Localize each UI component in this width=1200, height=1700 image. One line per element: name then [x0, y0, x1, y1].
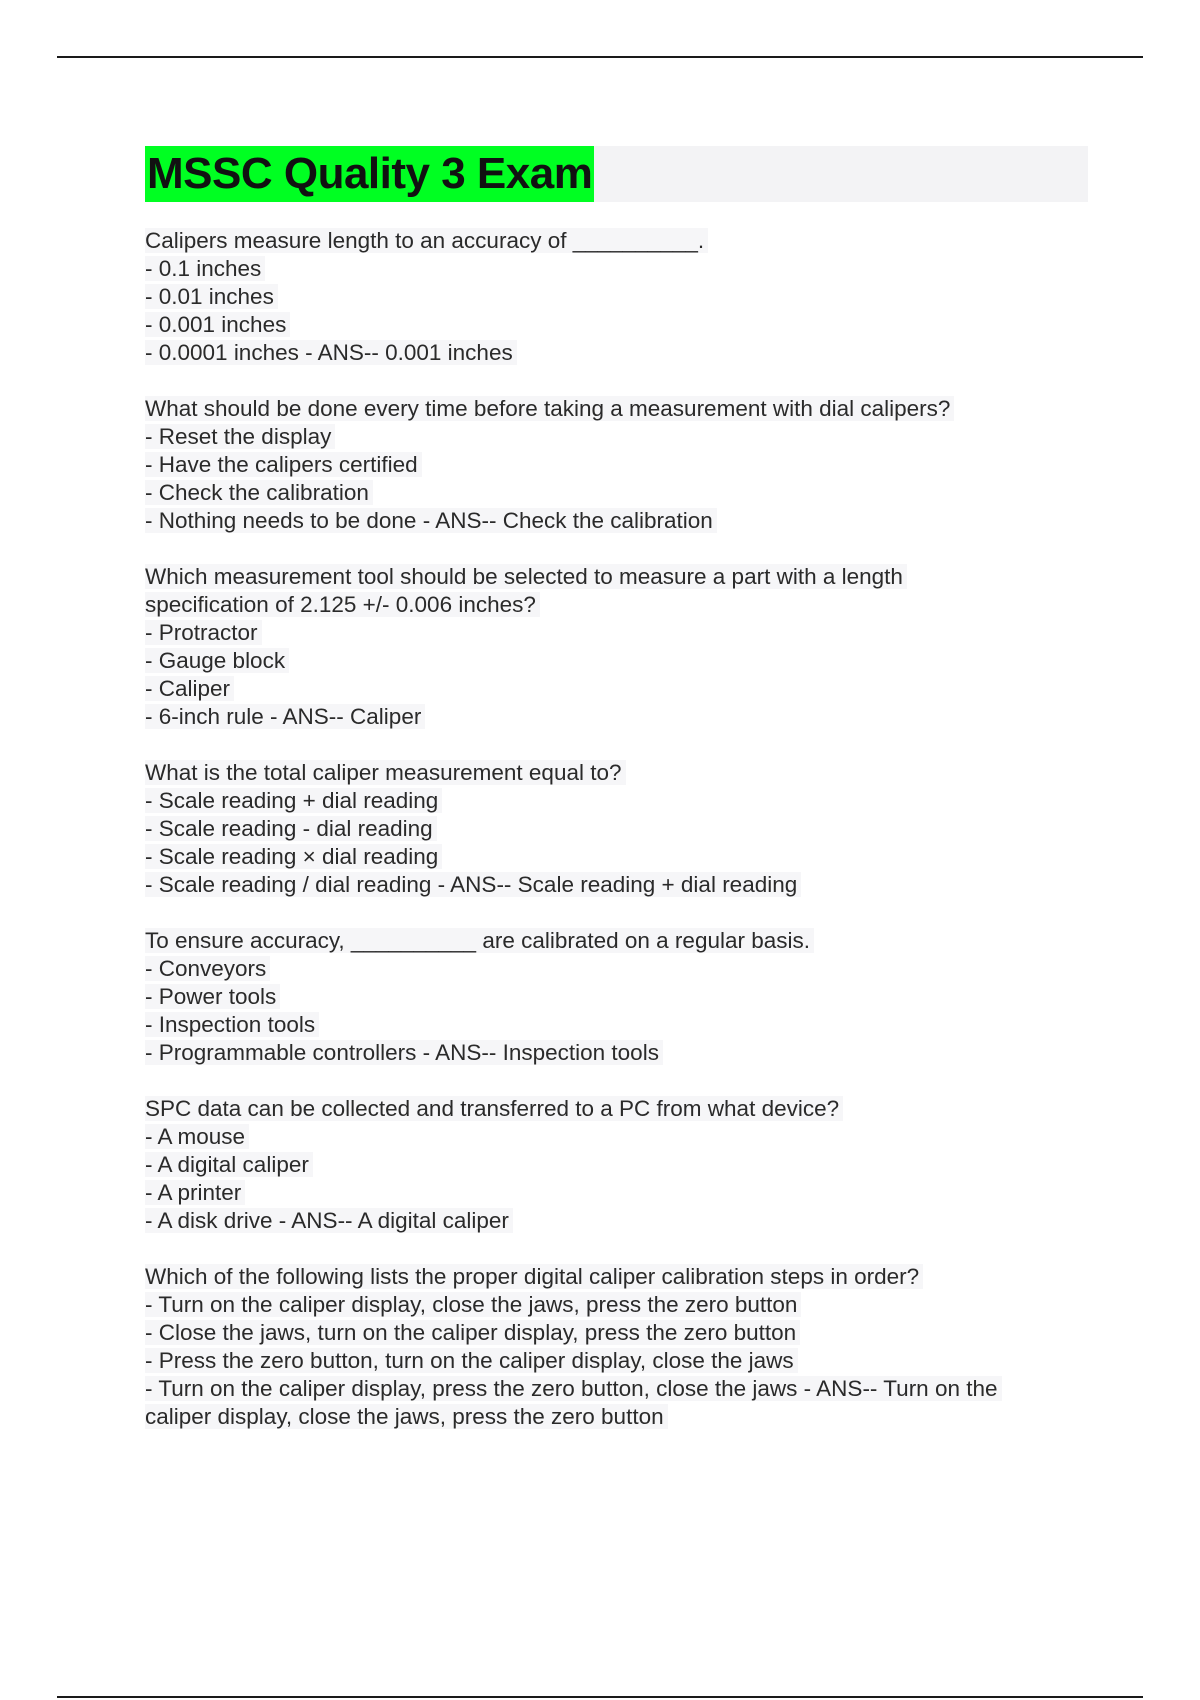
answer-option: - Press the zero button, turn on the caliper display, close the jaws: [145, 1347, 1105, 1375]
answer-option: - Inspection tools: [145, 1011, 1105, 1039]
answer-option: - A digital caliper: [145, 1151, 1105, 1179]
answer-option: - Turn on the caliper display, close the jaws, press the zero button: [145, 1291, 1105, 1319]
answer-option-with-key: - Turn on the caliper display, press the zero button, close the jaws - ANS-- Turn on the: [145, 1375, 1105, 1403]
answer-option: - Conveyors: [145, 955, 1105, 983]
answer-option: - Close the jaws, turn on the caliper display, press the zero button: [145, 1319, 1105, 1347]
question-line: Which of the following lists the proper digital caliper calibration steps in order?: [145, 1263, 1105, 1291]
answer-option-with-key: - Programmable controllers - ANS-- Inspection tools: [145, 1039, 1105, 1067]
answer-option: - Scale reading + dial reading: [145, 787, 1105, 815]
question-block: [145, 927, 1105, 1067]
answer-option-with-key: - Scale reading / dial reading - ANS-- Scale reading + dial reading: [145, 871, 1105, 899]
answer-option-with-key: - 0.0001 inches - ANS-- 0.001 inches: [145, 339, 1105, 367]
answer-option: - 0.1 inches: [145, 255, 1105, 283]
answer-option-with-key: - 6-inch rule - ANS-- Caliper: [145, 703, 1105, 731]
answer-option: - 0.01 inches: [145, 283, 1105, 311]
question-block: [145, 563, 1105, 731]
answer-option: - A mouse: [145, 1123, 1105, 1151]
answer-option: - Protractor: [145, 619, 1105, 647]
answer-option: - Scale reading × dial reading: [145, 843, 1105, 871]
answer-option: - Scale reading - dial reading: [145, 815, 1105, 843]
question-block: [145, 1095, 1105, 1235]
answer-option: - Reset the display: [145, 423, 1105, 451]
answer-option: - Gauge block: [145, 647, 1105, 675]
answer-option: - Power tools: [145, 983, 1105, 1011]
question-line: SPC data can be collected and transferred to a PC from what device?: [145, 1095, 1105, 1123]
question-line: Which measurement tool should be selected to measure a part with a length: [145, 563, 1105, 591]
question-line: What is the total caliper measurement equal to?: [145, 759, 1105, 787]
answer-option-with-key: caliper display, close the jaws, press the zero button: [145, 1403, 1105, 1431]
answer-option: - 0.001 inches: [145, 311, 1105, 339]
answer-option-with-key: - Nothing needs to be done - ANS-- Check the calibration: [145, 507, 1105, 535]
question-line: What should be done every time before taking a measurement with dial calipers?: [145, 395, 1105, 423]
question-line: Calipers measure length to an accuracy of __________.: [145, 227, 1105, 255]
question-block: [145, 1263, 1105, 1431]
answer-option: - Have the calipers certified: [145, 451, 1105, 479]
question-block: [145, 759, 1105, 899]
question-block: [145, 227, 1105, 367]
answer-option-with-key: - A disk drive - ANS-- A digital caliper: [145, 1207, 1105, 1235]
answer-option: - Caliper: [145, 675, 1105, 703]
question-block: [145, 395, 1105, 535]
question-line: specification of 2.125 +/- 0.006 inches?: [145, 591, 1105, 619]
answer-option: - Check the calibration: [145, 479, 1105, 507]
answer-option: - A printer: [145, 1179, 1105, 1207]
question-line: To ensure accuracy, __________ are calibrated on a regular basis.: [145, 927, 1105, 955]
question-list: [145, 227, 1105, 1459]
top-rule: [57, 56, 1143, 58]
document-title: MSSC Quality 3 Exam: [145, 146, 594, 202]
bottom-rule: [57, 1696, 1143, 1698]
